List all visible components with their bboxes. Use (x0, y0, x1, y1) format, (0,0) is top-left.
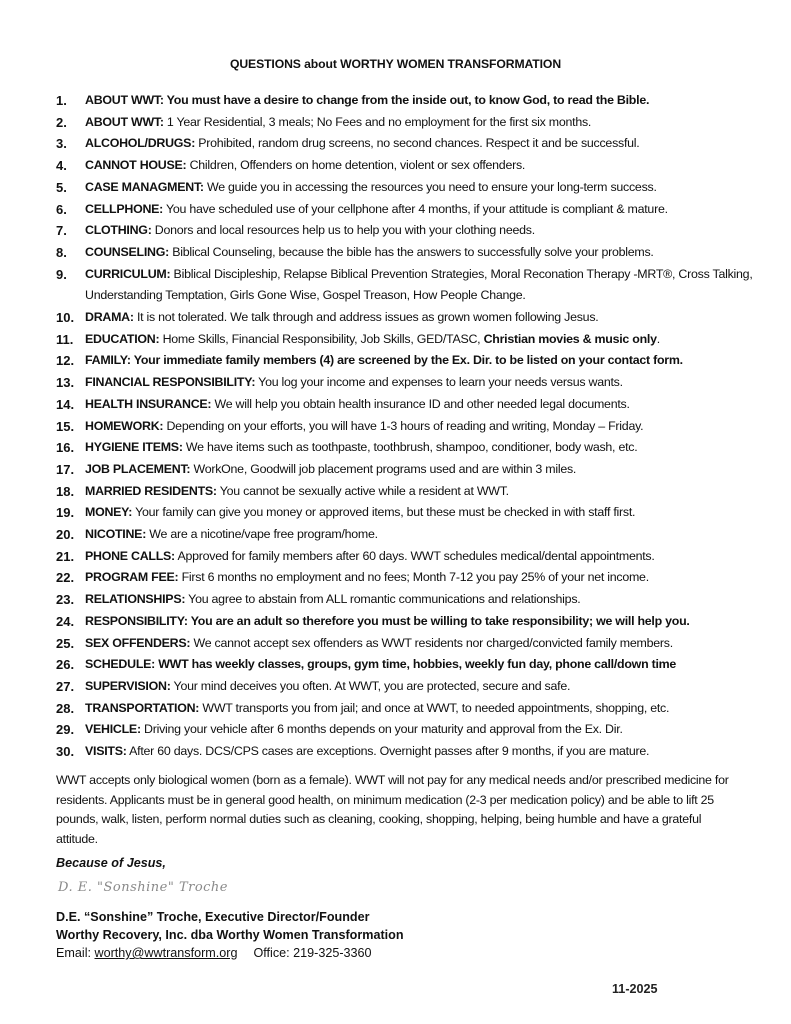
item-text: We guide you in accessing the resources you need to ensure your long-term success. (203, 179, 657, 194)
item-body (85, 220, 756, 242)
item-text: Depending on your efforts, you will have 1-3 hours of reading and writing, Monday – Friday. (163, 418, 644, 433)
list-item (56, 698, 756, 720)
faq-list (56, 90, 756, 763)
item-tail: . (656, 331, 660, 346)
list-item (56, 329, 756, 351)
item-label: RELATIONSHIPS: (85, 592, 186, 607)
item-text: After 60 days. DCS/CPS cases are exceptions. Overnight passes after 9 months, if you are mature. (126, 744, 650, 759)
item-text: We will help you obtain health insurance ID and other needed legal documents. (211, 396, 630, 411)
item-label: HYGIENE ITEMS: (85, 440, 183, 455)
eligibility-paragraph: WWT accepts only biological women (born as a female). WWT will not pay for any medical needs and/or prescribed medicine for residents. Applicants must be in general good health, on minimum medication (2-3 per medication policy) and be able to lift 25 pounds, walk, listen, perform normal duties such as cleaning, cooking, shopping, helping, being humble and have a grateful attitude. (56, 773, 729, 846)
item-number: 23. (56, 592, 75, 608)
list-item (56, 719, 756, 741)
item-label: DRAMA: (85, 310, 134, 325)
item-label: MARRIED RESIDENTS: (85, 483, 217, 498)
item-body (85, 90, 756, 112)
item-body (85, 242, 756, 264)
list-item (56, 199, 756, 221)
item-body (85, 372, 756, 394)
item-text: WWT has weekly classes, groups, gym time, hobbies, weekly fun day, phone call/down time (155, 657, 677, 672)
item-label: PROGRAM FEE: (85, 570, 179, 585)
item-number: 19. (56, 505, 75, 521)
item-emphasis: Christian movies & music only (483, 331, 657, 346)
list-item (56, 589, 756, 611)
item-body (85, 437, 756, 459)
item-label: HOMEWORK: (85, 418, 164, 433)
item-body (85, 546, 756, 568)
item-text: You must have a desire to change from the inside out, to know God, to read the Bible. (163, 93, 650, 107)
item-text: Approved for family members after 60 days. WWT schedules medical/dental appointments. (174, 548, 655, 563)
list-item (56, 372, 756, 394)
list-item (56, 524, 756, 546)
item-body (85, 133, 756, 155)
item-label: CLOTHING: (85, 223, 152, 238)
item-number: 25. (56, 635, 75, 651)
item-body (85, 307, 756, 329)
item-body (85, 611, 756, 633)
item-number: 14. (56, 396, 75, 412)
item-label: CASE MANAGMENT: (85, 179, 204, 194)
item-body (85, 567, 756, 589)
item-body (85, 394, 756, 416)
item-label: FAMILY: (85, 353, 131, 368)
item-label: VISITS: (85, 744, 127, 759)
item-text: You are an adult so therefore you must be willing to take responsibility; we will help you. (187, 613, 690, 628)
item-number: 24. (56, 613, 75, 629)
item-label: COUNSELING: (85, 244, 169, 259)
item-text: We cannot accept sex offenders as WWT residents nor charged/convicted family members. (190, 635, 673, 650)
item-number: 4. (56, 158, 67, 174)
list-item (56, 546, 756, 568)
item-text: Biblical Discipleship, Relapse Biblical Prevention Strategies, Moral Reconation Therapy -MRT®, Cross Talking, Understanding Temptation, Girls Gone Wise, Gospel Treason, How People Change. (85, 266, 753, 303)
item-label: EDUCATION: (85, 331, 160, 346)
item-label: SUPERVISION: (85, 678, 171, 693)
item-label: NICOTINE: (85, 527, 147, 542)
item-body (85, 350, 756, 372)
item-body (85, 177, 756, 199)
item-label: HEALTH INSURANCE: (85, 396, 212, 411)
item-number: 18. (56, 483, 75, 499)
item-number: 8. (56, 244, 67, 260)
item-body (85, 459, 756, 481)
item-text: WorkOne, Goodwill job placement programs used and are within 3 miles. (190, 461, 577, 476)
item-text: Your immediate family members (4) are screened by the Ex. Dir. to be listed on your contact form. (130, 353, 683, 368)
item-body (85, 416, 756, 438)
item-body (85, 502, 756, 524)
item-number: 12. (56, 353, 75, 369)
list-item (56, 416, 756, 438)
item-text: It is not tolerated. We talk through and address issues as grown women following Jesus. (133, 310, 599, 325)
item-body (85, 654, 756, 676)
list-item (56, 394, 756, 416)
item-label: RESPONSIBILITY: (85, 613, 188, 628)
item-text: We are a nicotine/vape free program/home. (146, 527, 378, 542)
item-body (85, 155, 756, 177)
item-body (85, 524, 756, 546)
signer-name-title: D.E. “Sonshine” Troche, Executive Director/Founder (56, 910, 370, 924)
item-number: 1. (56, 93, 67, 108)
list-item (56, 220, 756, 242)
item-body (85, 112, 756, 134)
item-number: 16. (56, 440, 75, 456)
item-number: 30. (56, 744, 75, 760)
list-item (56, 155, 756, 177)
list-item (56, 133, 756, 155)
item-number: 21. (56, 548, 75, 564)
list-item (56, 502, 756, 524)
item-body (85, 481, 756, 503)
item-number: 27. (56, 678, 75, 694)
item-text: Driving your vehicle after 6 months depends on your maturity and approval from the Ex. Dir. (140, 722, 623, 737)
item-body (85, 698, 756, 720)
item-label: FINANCIAL RESPONSIBILITY: (85, 375, 256, 390)
item-label: PHONE CALLS: (85, 548, 175, 563)
item-text: Home Skills, Financial Responsibility, Job Skills, GED/TASC, (159, 331, 484, 346)
item-body (85, 741, 756, 763)
list-item (56, 177, 756, 199)
closing-line: Because of Jesus, (56, 856, 166, 870)
item-label: CELLPHONE: (85, 201, 164, 216)
item-body (85, 719, 756, 741)
item-number: 22. (56, 570, 75, 586)
organization-name: Worthy Recovery, Inc. dba Worthy Women Transformation (56, 928, 404, 942)
item-label: ALCOHOL/DRUGS: (85, 136, 196, 151)
item-number: 2. (56, 114, 67, 130)
item-label: JOB PLACEMENT: (85, 461, 191, 476)
item-label: ABOUT WWT: (85, 93, 164, 107)
item-text: Children, Offenders on home detention, violent or sex offenders. (186, 158, 526, 173)
item-body (85, 329, 756, 351)
list-item (56, 307, 756, 329)
item-number: 28. (56, 700, 75, 716)
list-item (56, 741, 756, 763)
item-number: 6. (56, 201, 67, 217)
email-link[interactable]: worthy@wwtransform.org (94, 946, 238, 960)
item-text: First 6 months no employment and no fees; Month 7-12 you pay 25% of your net income. (178, 570, 649, 585)
item-text: Donors and local resources help us to help you with your clothing needs. (151, 223, 535, 238)
item-number: 3. (56, 136, 67, 152)
list-item (56, 437, 756, 459)
item-number: 29. (56, 722, 75, 738)
item-body (85, 589, 756, 611)
item-text: You cannot be sexually active while a resident at WWT. (216, 483, 509, 498)
item-number: 20. (56, 527, 75, 543)
item-text: You agree to abstain from ALL romantic communications and relationships. (185, 592, 581, 607)
item-text: You log your income and expenses to learn your needs versus wants. (255, 375, 623, 390)
list-item (56, 481, 756, 503)
item-number: 9. (56, 266, 67, 282)
item-number: 15. (56, 418, 75, 434)
item-text: You have scheduled use of your cellphone after 4 months, if your attitude is compliant & mature. (163, 201, 668, 216)
item-body (85, 264, 756, 307)
item-body (85, 633, 756, 655)
item-text: Biblical Counseling, because the bible has the answers to successfully solve your problems. (169, 244, 654, 259)
item-body (85, 676, 756, 698)
item-label: VEHICLE: (85, 722, 141, 737)
list-item (56, 633, 756, 655)
item-text: We have items such as toothpaste, toothbrush, shampoo, conditioner, body wash, etc. (182, 440, 638, 455)
item-number: 5. (56, 179, 67, 195)
list-item (56, 611, 756, 633)
item-text: 1 Year Residential, 3 meals; No Fees and no employment for the first six months. (163, 114, 592, 129)
item-text: WWT transports you from jail; and once at WWT, to needed appointments, shopping, etc. (199, 700, 670, 715)
item-text: Your mind deceives you often. At WWT, you are protected, secure and safe. (170, 678, 571, 693)
list-item (56, 350, 756, 372)
signature-block (56, 908, 404, 962)
item-body (85, 199, 756, 221)
list-item (56, 459, 756, 481)
list-item (56, 654, 756, 676)
document-date: 11-2025 (612, 982, 658, 996)
item-number: 26. (56, 657, 75, 673)
item-text: Prohibited, random drug screens, no second chances. Respect it and be successful. (195, 136, 640, 151)
office-phone: Office: 219-325-3360 (253, 946, 372, 960)
handwritten-signature: D. E. "Sonshine" Troche (58, 880, 229, 895)
list-item (56, 676, 756, 698)
email-label: Email: (56, 946, 95, 960)
item-label: CANNOT HOUSE: (85, 158, 187, 173)
item-number: 17. (56, 461, 75, 477)
item-text: Your family can give you money or approved items, but these must be checked in with staff first. (132, 505, 636, 520)
item-label: TRANSPORTATION: (85, 700, 200, 715)
item-number: 10. (56, 310, 75, 326)
item-label: CURRICULUM: (85, 266, 171, 281)
item-label: MONEY: (85, 505, 133, 520)
document-title: QUESTIONS about WORTHY WOMEN TRANSFORMATION (229, 57, 562, 71)
list-item (56, 567, 756, 589)
item-label: SCHEDULE: (85, 657, 156, 672)
item-label: ABOUT WWT: (85, 114, 164, 129)
list-item (56, 90, 756, 112)
list-item (56, 242, 756, 264)
list-item (56, 112, 756, 134)
item-number: 7. (56, 223, 67, 239)
item-number: 11. (56, 331, 74, 347)
contact-line (56, 944, 404, 962)
list-item (56, 264, 756, 307)
item-number: 13. (56, 375, 75, 391)
item-label: SEX OFFENDERS: (85, 635, 191, 650)
